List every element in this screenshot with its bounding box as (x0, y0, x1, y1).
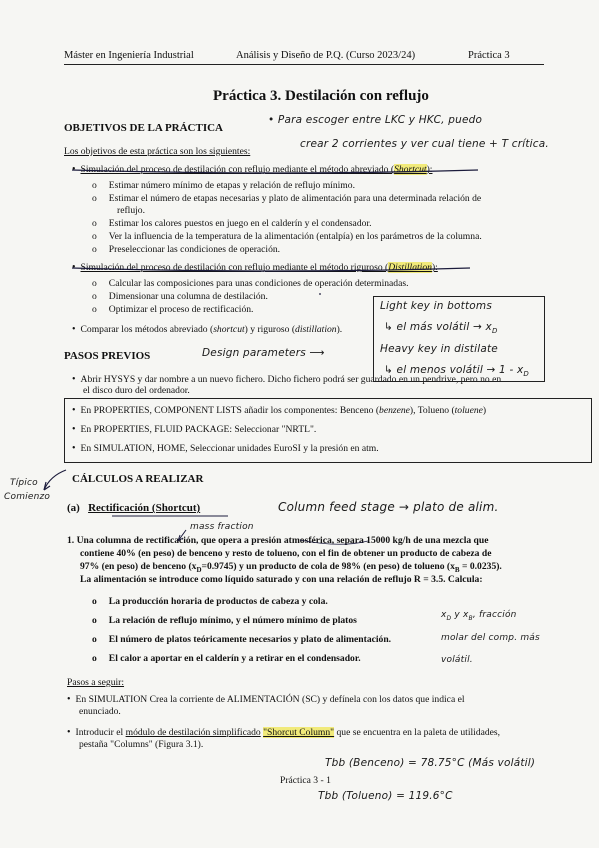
section-pasos-previos: PASOS PREVIOS (64, 350, 151, 362)
bullet-shortcut-italic: Shortcut (394, 164, 427, 175)
problem-line-3: 97% (en peso) de benceno $(x_D=0.9745)$ y un producto de cola de 98% (en peso) de tolueno $(x_B = 0.0235)$. (80, 561, 502, 574)
distillation-item-2: o Dimensionar una columna de destilación. (92, 291, 268, 302)
problem-line-4: La alimentación se introduce como líquido saturado y con una relación de reflujo R = 3.5. Calcula: (80, 574, 483, 585)
problem-line-1: 1. Una columna de rectificación, que opera a presión atmosférica, separa 15000 kg/h de una mezcla que (67, 535, 489, 546)
handnote-tipico: Típico (10, 478, 38, 488)
handnote-volatil: volátil. (441, 655, 473, 665)
objetivos-intro-text: Los objetivos de esta práctica son los siguientes: (64, 146, 251, 157)
pasos-seguir-1b: enunciado. (79, 706, 121, 717)
calc-item-2: o La relación de reflujo mínimo, y el número mínimo de platos (92, 615, 357, 626)
shortcut-item-1: o Estimar número mínimo de etapas y relación de reflujo mínimo. (92, 180, 355, 191)
handnote-molar: molar del comp. más (441, 633, 540, 643)
section-objetivos: OBJETIVOS DE LA PRÁCTICA (64, 122, 224, 134)
pasos-seguir-heading: Pasos a seguir: (67, 677, 125, 688)
bullet-dot: • (72, 262, 81, 273)
handnote-tb-tolueno: Tbb (Tolueno) = 119.6°C (318, 790, 453, 802)
handnote-mass-fraction: mass fraction (190, 522, 254, 532)
bullet-distillation-italic: Distillation (388, 262, 432, 273)
bullet-compare: • Comparar los métodos abreviado (shortcut) y riguroso (distillation). (72, 324, 343, 335)
handnote-mas-volatil: ↳ el más volátil → $x_D$ (384, 321, 498, 336)
section-calculos: CÁLCULOS A REALIZAR (72, 473, 204, 485)
pasos-previos-4: • En SIMULATION, HOME, Seleccionar unidades EuroSI y la presión en atm. (72, 443, 379, 454)
handnote-comienzo: Comienzo (4, 492, 51, 502)
bullet-shortcut-end: ): (426, 164, 433, 175)
shortcut-item-4: o Ver la influencia de la temperatura de la alimentación (entalpía) en los parámetros de la columna. (92, 231, 482, 242)
pasos-previos-1b: el disco duro del ordenador. (83, 385, 190, 396)
handnote-xd-xb: $x_D$ y $x_B$, fracción (441, 610, 517, 622)
calc-item-1: o La producción horaria de productos de cabeza y cola. (92, 596, 328, 607)
shortcut-item-2: o Estimar el número de etapas necesarias y plato de alimentación para una determinada relación de (92, 193, 482, 204)
calc-item-3: o El número de platos teóricamente necesarios y plato de alimentación. (92, 634, 392, 645)
pasos-seguir-2c: pestaña "Columns" (Figura 3.1). (79, 739, 204, 750)
bullet-distillation-title: Simulación del proceso de destilación con reflujo mediante el método riguroso ( (80, 262, 389, 273)
bullet-shortcut-title: Simulación del proceso de destilación con reflujo mediante el método abreviado ( (80, 164, 395, 175)
header-left: Máster en Ingeniería Industrial (64, 50, 194, 61)
handnote-feed-stage: Column feed stage → plato de alim. (278, 500, 499, 514)
pasos-previos-1: • Abrir HYSYS y dar nombre a un nuevo fichero. Dicho fichero podrá ser guardado en un pendrive, pero no en (72, 374, 502, 385)
page-footer: Práctica 3 - 1 (280, 775, 331, 786)
shortcut-item-5: o Preseleccionar las condiciones de operación. (92, 244, 281, 255)
handnote-escoger: • Para escoger entre LKC y HKC, puedo (268, 114, 483, 126)
calc-item-4: o El calor a aportar en el calderín y a retirar en el condensador. (92, 653, 361, 664)
handnote-design-params: Design parameters ⟶ (202, 347, 325, 359)
pasos-seguir-1: • En SIMULATION Crea la corriente de ALIMENTACIÓN (SC) y defínela con los datos que indica el (67, 694, 465, 705)
handnote-tb-benceno: Tbb (Benceno) = 78.75°C (Más volátil) (325, 757, 536, 769)
handnote-heavy-key: Heavy key in distilate (380, 343, 498, 355)
distillation-item-1: o Calcular las composiciones para unas condiciones de operación determinadas. (92, 278, 409, 289)
pasos-previos-3: • En PROPERTIES, FLUID PACKAGE: Seleccionar "NRTL". (72, 424, 317, 435)
distillation-item-3: o Optimizar el proceso de rectificación. (92, 304, 254, 315)
handnote-menos-volatil: ↳ el menos volátil → $1 - x_D$ (384, 364, 529, 379)
shortcut-item-2b: reflujo. (117, 205, 145, 216)
pasos-seguir-2: • Introducir el módulo de destilación simplificado "Shorcut Column" que se encuentra en la paleta de utilidades, (67, 727, 501, 738)
header-center: Análisis y Diseño de P.Q. (Curso 2023/24) (236, 50, 416, 61)
subsection-rectificacion: (a) Rectificación (Shortcut) (67, 502, 201, 514)
pasos-previos-2: • En PROPERTIES, COMPONENT LISTS añadir los componentes: Benceno (benzene), Tolueno (toluene) (72, 405, 487, 416)
header-right: Práctica 3 (468, 50, 510, 61)
bullet-dot: • (72, 164, 81, 175)
handnote-light-key: Light key in bottoms (380, 300, 492, 312)
page-title: Práctica 3. Destilación con reflujo (213, 88, 429, 104)
shortcut-item-3: o Estimar los calores puestos en juego en el calderín y el condensador. (92, 218, 372, 229)
handnote-corrientes: crear 2 corrientes y ver cual tiene + T crítica. (300, 138, 549, 150)
problem-line-2: contiene 40% (en peso) de benceno y resto de tolueno, con el fin de obtener un producto de cabeza de (80, 548, 492, 559)
bullet-distillation-end: ): (431, 262, 438, 273)
